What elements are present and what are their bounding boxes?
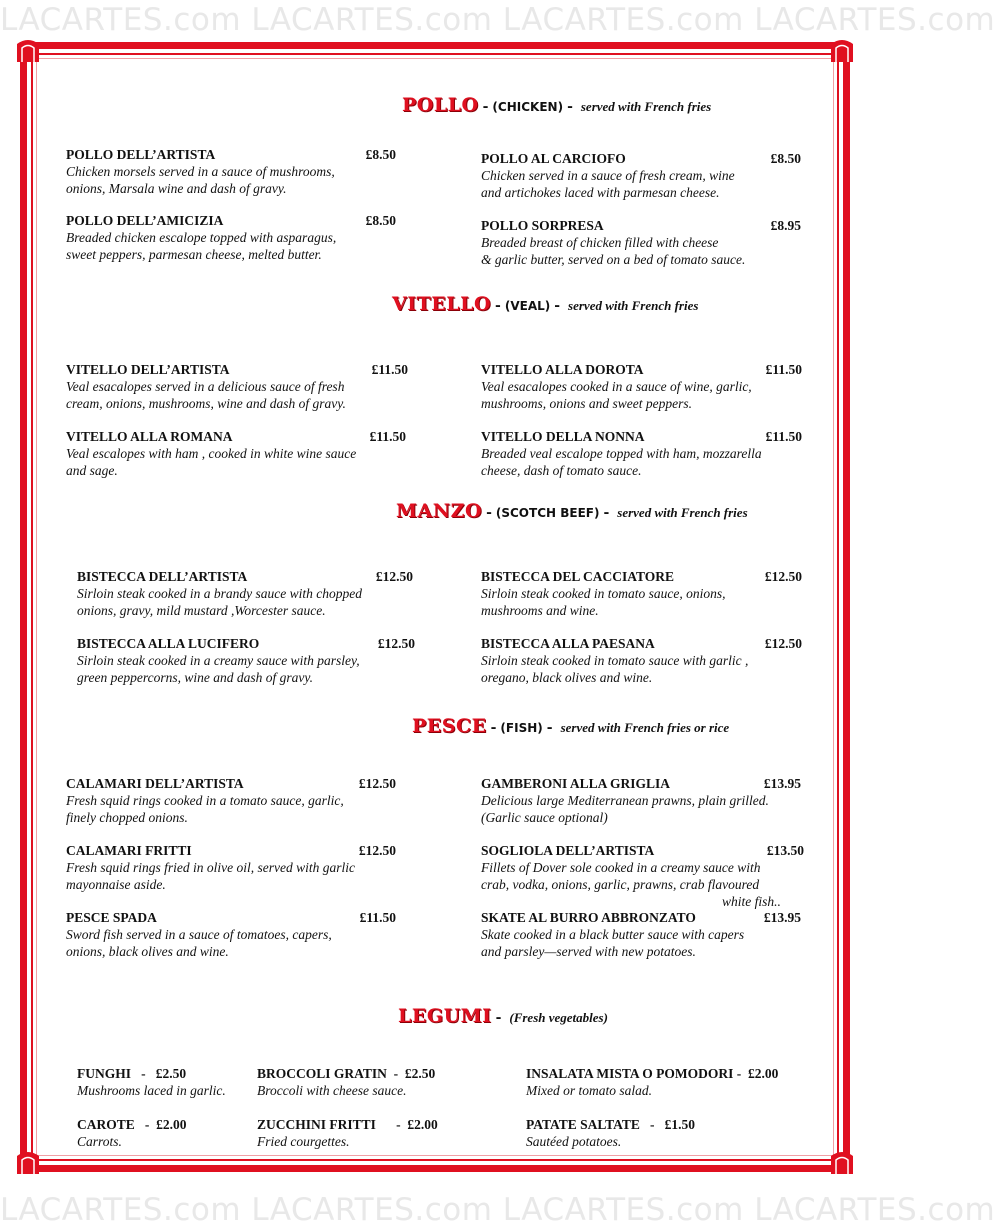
item-description: Sirloin steak cooked in tomato sauce with garlic , oregano, black olives and wine.: [481, 653, 749, 685]
item-name: POLLO DELL’ARTISTA: [66, 147, 216, 162]
section-title: PESCE: [412, 715, 487, 737]
vegetable-item: [526, 1116, 695, 1150]
section-dash: -: [495, 1010, 502, 1026]
menu-item: [481, 428, 802, 479]
item-price: £8.50: [365, 213, 396, 228]
menu-item: [66, 361, 408, 412]
section-dash: -: [567, 99, 573, 115]
item-price: £8.50: [365, 147, 396, 162]
menu-item: [66, 842, 396, 893]
item-price: £12.50: [358, 843, 396, 858]
item-description-tail: white fish..: [722, 894, 781, 909]
corner-ornament-icon: [829, 38, 855, 64]
item-price: £8.95: [770, 218, 801, 233]
section-title: LEGUMI: [398, 1005, 492, 1027]
section-heading-pesce: [412, 715, 729, 737]
vegetable-description: Mixed or tomato salad.: [526, 1083, 652, 1098]
menu-item: [66, 775, 396, 826]
menu-item: [66, 428, 406, 479]
item-description: Sirloin steak cooked in a creamy sauce with parsley, green peppercorns, wine and dash of gravy.: [77, 653, 360, 685]
corner-ornament-icon: [15, 38, 41, 64]
section-heading-legumi: [398, 1005, 608, 1027]
section-served-note: served with French fries: [580, 99, 712, 114]
watermark-bottom: LACARTES.com LACARTES.com LACARTES.com LACARTES.com: [0, 1192, 995, 1228]
vegetable-description: Carrots.: [77, 1134, 122, 1149]
item-name: BISTECCA ALLA LUCIFERO: [77, 636, 260, 651]
vegetable-item: [77, 1065, 226, 1099]
section-title: POLLO: [402, 94, 479, 116]
section-dash: -: [490, 720, 497, 736]
vegetable-description: Mushrooms laced in garlic.: [77, 1083, 226, 1098]
item-price: £11.50: [369, 429, 406, 444]
item-name: BISTECCA ALLA PAESANA: [481, 636, 655, 651]
item-name: PESCE SPADA: [66, 910, 157, 925]
item-price: £13.95: [763, 910, 801, 925]
vegetable-label: INSALATA MISTA O POMODORI - £2.00: [526, 1066, 779, 1081]
item-description: Fresh squid rings fried in olive oil, served with garlic mayonnaise aside.: [66, 860, 355, 892]
menu-item: [77, 568, 413, 619]
vegetable-item: [257, 1065, 435, 1099]
section-served-note: served with French fries: [617, 505, 748, 520]
menu-item: [481, 150, 801, 201]
section-served-note: served with French fries: [568, 298, 699, 313]
section-dash: -: [554, 298, 561, 314]
section-dash: -: [482, 99, 489, 115]
item-price: £12.50: [377, 636, 415, 651]
vegetable-label: PATATE SALTATE - £1.50: [526, 1117, 696, 1132]
vegetable-description: Broccoli with cheese sauce.: [257, 1083, 407, 1098]
item-description: Skate cooked in a black butter sauce with capers and parsley—served with new potatoes.: [481, 927, 745, 959]
item-name: BISTECCA DEL CACCIATORE: [481, 569, 675, 584]
section-subtitle: (FISH): [500, 721, 543, 735]
item-price: £12.50: [358, 776, 396, 791]
section-heading-vitello: [392, 293, 698, 315]
menu-item: [481, 361, 802, 412]
menu-item: [481, 909, 801, 960]
item-price: £11.50: [765, 429, 802, 444]
vegetable-label: ZUCCHINI FRITTI - £2.00: [257, 1117, 438, 1132]
vegetable-label: CAROTE - £2.00: [77, 1117, 187, 1132]
item-price: £12.50: [764, 636, 802, 651]
menu-item: [66, 212, 396, 263]
item-description: Fresh squid rings cooked in a tomato sauce, garlic, finely chopped onions.: [66, 793, 344, 825]
section-subtitle: (SCOTCH BEEF): [495, 506, 600, 520]
section-dash: -: [486, 505, 492, 521]
item-description: Sword fish served in a sauce of tomatoes, capers, onions, black olives and wine.: [66, 927, 332, 959]
section-heading-pollo: [402, 94, 711, 116]
section-served-note: served with French fries or rice: [560, 720, 730, 735]
section-heading-manzo: [396, 500, 748, 522]
item-name: BISTECCA DELL’ARTISTA: [77, 569, 248, 584]
vegetable-description: Fried courgettes.: [257, 1134, 350, 1149]
item-description: Breaded breast of chicken filled with cheese & garlic butter, served on a bed of tomato sauce.: [481, 235, 746, 267]
section-title: MANZO: [396, 500, 483, 522]
item-name: VITELLO DELL’ARTISTA: [66, 362, 230, 377]
section-title: VITELLO: [392, 293, 492, 315]
item-name: POLLO AL CARCIOFO: [481, 151, 626, 166]
item-price: £13.95: [763, 776, 801, 791]
menu-item: [481, 635, 802, 686]
item-name: VITELLO ALLA ROMANA: [66, 429, 233, 444]
item-description: Breaded veal escalope topped with ham, mozzarella cheese, dash of tomato sauce.: [481, 446, 762, 478]
vegetable-label: FUNGHI - £2.50: [77, 1066, 187, 1081]
vegetable-item: [257, 1116, 438, 1150]
section-subtitle: (Fresh vegetables): [509, 1010, 608, 1025]
vegetable-item: [77, 1116, 187, 1150]
item-description: Chicken morsels served in a sauce of mushrooms, onions, Marsala wine and dash of gravy.: [66, 164, 335, 196]
section-subtitle: (CHICKEN): [492, 100, 564, 114]
item-description: Fillets of Dover sole cooked in a creamy sauce with crab, vodka, onions, garlic, prawns, crab flavoured: [481, 860, 761, 892]
vegetable-description: Sautéed potatoes.: [526, 1134, 622, 1149]
menu-item: [77, 635, 415, 686]
item-name: SOGLIOLA DELL’ARTISTA: [481, 843, 655, 858]
item-name: SKATE AL BURRO ABBRONZATO: [481, 910, 696, 925]
menu-item: [481, 568, 802, 619]
item-price: £11.50: [765, 362, 802, 377]
item-description: Veal escalopes with ham , cooked in white wine sauce and sage.: [66, 446, 357, 478]
menu-item: [481, 775, 801, 826]
menu-item: [481, 217, 801, 268]
item-price: £11.50: [371, 362, 408, 377]
item-description: Breaded chicken escalope topped with asparagus, sweet peppers, parmesan cheese, melted butter.: [66, 230, 337, 262]
item-description: Sirloin steak cooked in tomato sauce, onions, mushrooms and wine.: [481, 586, 726, 618]
item-description: Veal esacalopes served in a delicious sauce of fresh cream, onions, mushrooms, wine and dash of gravy.: [66, 379, 346, 411]
item-name: VITELLO ALLA DOROTA: [481, 362, 644, 377]
section-dash: -: [603, 505, 610, 521]
menu-item: [66, 146, 396, 197]
section-dash: -: [546, 720, 553, 736]
section-subtitle: (VEAL): [504, 299, 551, 313]
item-price: £11.50: [359, 910, 396, 925]
item-price: £13.50: [766, 843, 804, 858]
menu-item: [481, 842, 804, 910]
corner-ornament-icon: [15, 1150, 41, 1176]
item-name: POLLO DELL’AMICIZIA: [66, 213, 224, 228]
item-price: £12.50: [764, 569, 802, 584]
vegetable-label: BROCCOLI GRATIN - £2.50: [257, 1066, 436, 1081]
item-description: Chicken served in a sauce of fresh cream, wine and artichokes laced with parmesan cheese.: [481, 168, 735, 200]
menu-item: [66, 909, 396, 960]
item-description: Sirloin steak cooked in a brandy sauce with chopped onions, gravy, mild mustard ,Worcester sauce.: [77, 586, 362, 618]
item-name: VITELLO DELLA NONNA: [481, 429, 645, 444]
item-name: POLLO SORPRESA: [481, 218, 604, 233]
item-price: £8.50: [770, 151, 801, 166]
vegetable-item: [526, 1065, 778, 1099]
item-price: £12.50: [375, 569, 413, 584]
item-description: Delicious large Mediterranean prawns, plain grilled. (Garlic sauce optional): [481, 793, 769, 825]
corner-ornament-icon: [829, 1150, 855, 1176]
section-dash: -: [495, 298, 501, 314]
item-description: Veal esacalopes cooked in a sauce of wine, garlic, mushrooms, onions and sweet peppers.: [481, 379, 752, 411]
item-name: CALAMARI DELL’ARTISTA: [66, 776, 244, 791]
item-name: GAMBERONI ALLA GRIGLIA: [481, 776, 671, 791]
watermark-top: LACARTES.com LACARTES.com LACARTES.com LACARTES.com: [0, 2, 995, 38]
item-name: CALAMARI FRITTI: [66, 843, 192, 858]
